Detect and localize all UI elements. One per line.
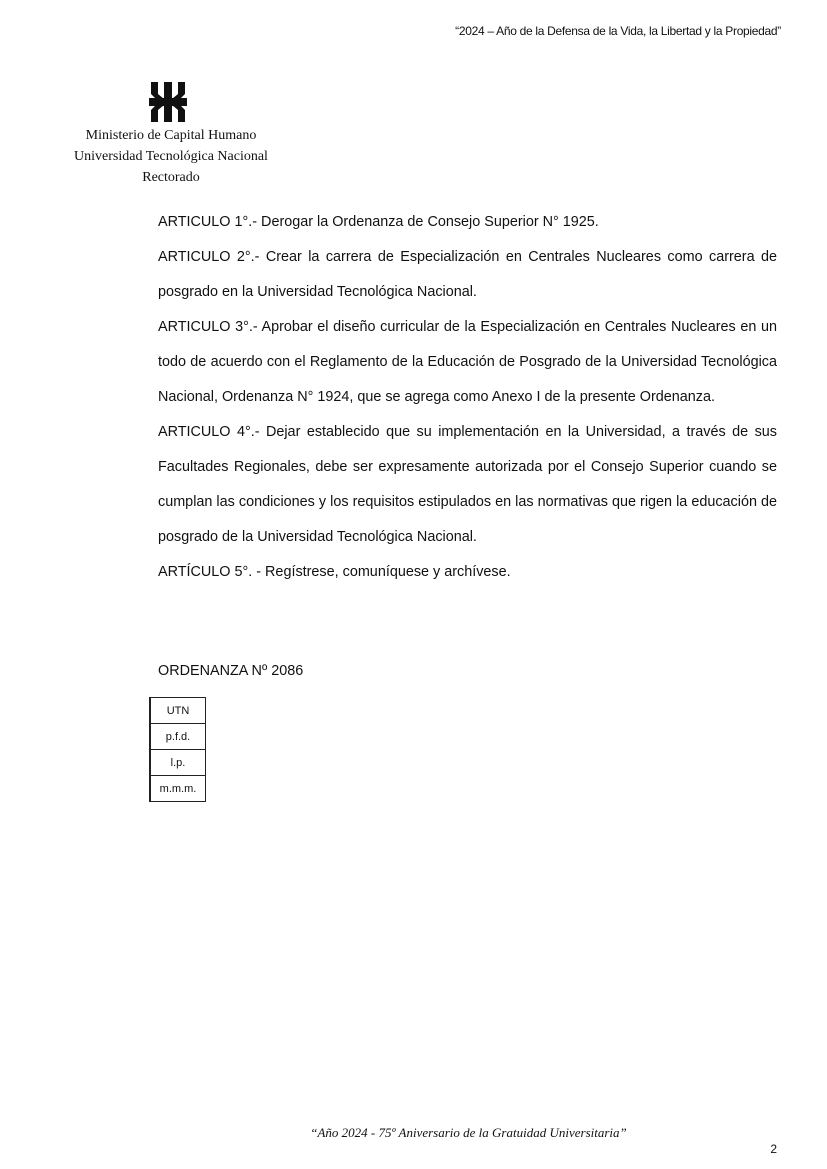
letterhead-office: Rectorado — [142, 170, 200, 185]
letterhead — [50, 125, 292, 188]
page-number: 2 — [770, 1142, 777, 1156]
article-2: ARTICULO 2°.- Crear la carrera de Especialización en Centrales Nucleares como carrera de posgrado en la Universidad Tecnológica Nacional. — [158, 249, 777, 300]
initials-cell: m.m.m. — [150, 776, 206, 802]
article-1: ARTICULO 1°.- Derogar la Ordenanza de Consejo Superior N° 1925. — [158, 214, 599, 230]
articles-body — [158, 205, 777, 590]
article-5: ARTÍCULO 5°. - Regístrese, comuníquese y archívese. — [158, 564, 511, 580]
initials-cell: UTN — [150, 698, 206, 724]
footer-motto: “Año 2024 - 75º Aniversario de la Gratuidad Universitaria” — [310, 1125, 627, 1140]
initials-table — [149, 697, 206, 802]
article-4: ARTICULO 4°.- Dejar establecido que su implementación en la Universidad, a través de sus Facultades Regionales, debe ser expresamente autorizada por el Consejo Superior cuando se cumplan las condiciones y los requisitos estipulados en las normativas que rigen la educación de posgrado de la Universidad Tecnológica Nacional. — [158, 424, 777, 545]
utn-logo-icon — [149, 82, 187, 122]
letterhead-university: Universidad Tecnológica Nacional — [74, 149, 268, 164]
letterhead-ministry: Ministerio de Capital Humano — [85, 128, 257, 143]
initials-cell: p.f.d. — [150, 724, 206, 750]
header-motto: “2024 – Año de la Defensa de la Vida, la Libertad y la Propiedad” — [455, 24, 781, 38]
initials-cell: l.p. — [150, 750, 206, 776]
ordenanza-number: ORDENANZA Nº 2086 — [158, 663, 304, 679]
article-3: ARTICULO 3°.- Aprobar el diseño curricular de la Especialización en Centrales Nucleares en un todo de acuerdo con el Reglamento de la Educación de Posgrado de la Universidad Tecnológica Nacional, Ordenanza N° 1924, que se agrega como Anexo I de la presente Ordenanza. — [158, 319, 777, 405]
